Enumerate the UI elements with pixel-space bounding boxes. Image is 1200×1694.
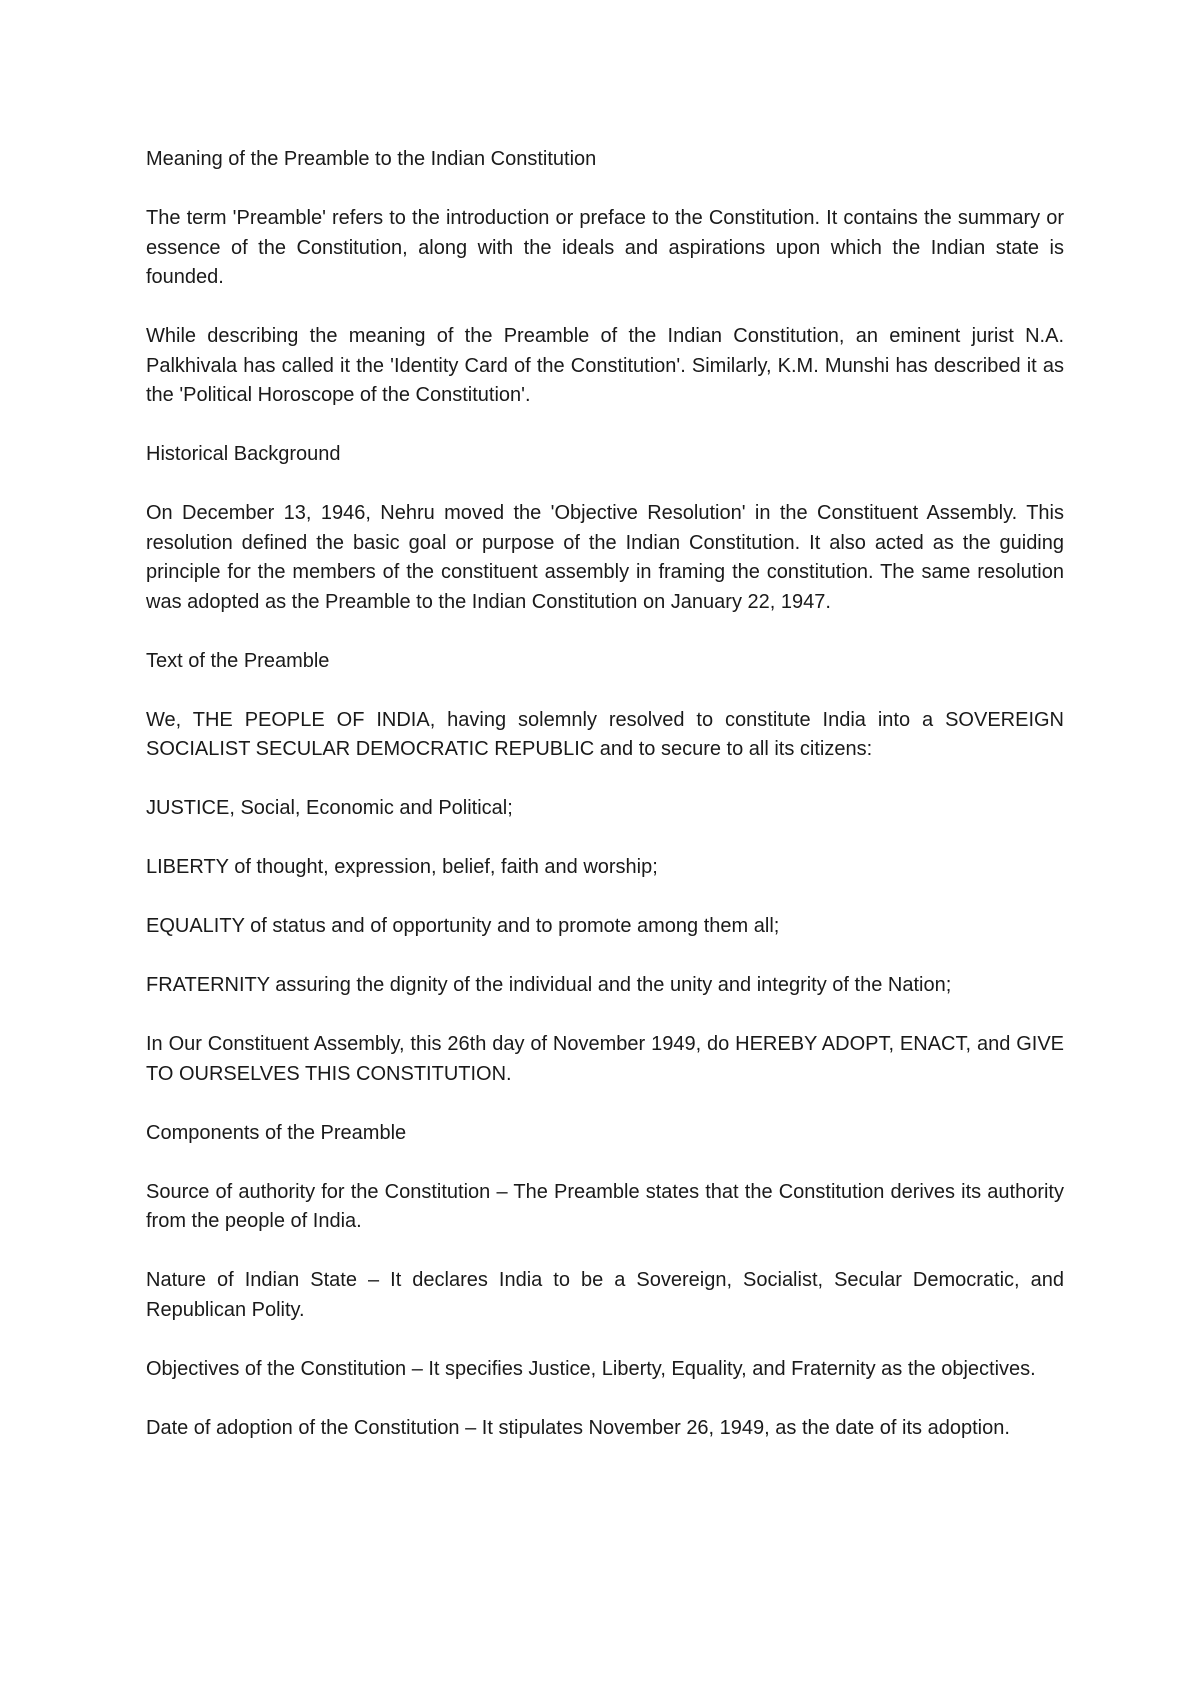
paragraph-palkhivala-munshi: While describing the meaning of the Preamble of the Indian Constitution, an eminent jurist N.A. Palkhivala has called it the 'Identity Card of the Constitution'. Similarly, K.M. Munshi has described it as the 'Political Horoscope of the Constitution'. [146, 325, 1064, 406]
paragraph-objective-resolution: On December 13, 1946, Nehru moved the 'Objective Resolution' in the Constituent Assembly. This resolution defined the basic goal or purpose of the Indian Constitution. It also acted as the guiding principle for the members of the constituent assembly in framing the constitution. The same resolution was adopted as the Preamble to the Indian Constitution on January 22, 1947. [146, 502, 1064, 613]
paragraph-objectives: Objectives of the Constitution – It specifies Justice, Liberty, Equality, and Fraternity as the objectives. [146, 1357, 1036, 1380]
paragraph-we-the-people: We, THE PEOPLE OF INDIA, having solemnly resolved to constitute India into a SOVEREIGN SOCIALIST SECULAR DEMOCRATIC REPUBLIC and to secure to all its citizens: [146, 708, 1064, 760]
paragraph-liberty: LIBERTY of thought, expression, belief, faith and worship; [146, 856, 658, 878]
paragraph-fraternity: FRATERNITY assuring the dignity of the individual and the unity and integrity of the Nation; [146, 974, 952, 996]
paragraph-nature-of-state: Nature of Indian State – It declares India to be a Sovereign, Socialist, Secular Democratic, and Republican Polity. [146, 1269, 1064, 1321]
paragraph-equality: EQUALITY of status and of opportunity and to promote among them all; [146, 915, 780, 937]
document-body [146, 145, 1064, 1443]
paragraph-source-of-authority: Source of authority for the Constitution – The Preamble states that the Constitution derives its authority from the people of India. [146, 1180, 1064, 1232]
paragraph-constituent-assembly-adoption: In Our Constituent Assembly, this 26th day of November 1949, do HEREBY ADOPT, ENACT, and GIVE TO OURSELVES THIS CONSTITUTION. [146, 1033, 1064, 1085]
paragraph-date-of-adoption: Date of adoption of the Constitution – It stipulates November 26, 1949, as the date of its adoption. [146, 1416, 1010, 1439]
paragraph-preamble-definition: The term 'Preamble' refers to the introduction or preface to the Constitution. It contains the summary or essence of the Constitution, along with the ideals and aspirations upon which the Indian state is founded. [146, 207, 1064, 288]
heading-text-of-preamble: Text of the Preamble [146, 649, 330, 672]
heading-meaning: Meaning of the Preamble to the Indian Constitution [146, 148, 597, 170]
heading-components: Components of the Preamble [146, 1121, 407, 1144]
paragraph-justice: JUSTICE, Social, Economic and Political; [146, 797, 513, 819]
heading-historical-background: Historical Background [146, 443, 341, 465]
